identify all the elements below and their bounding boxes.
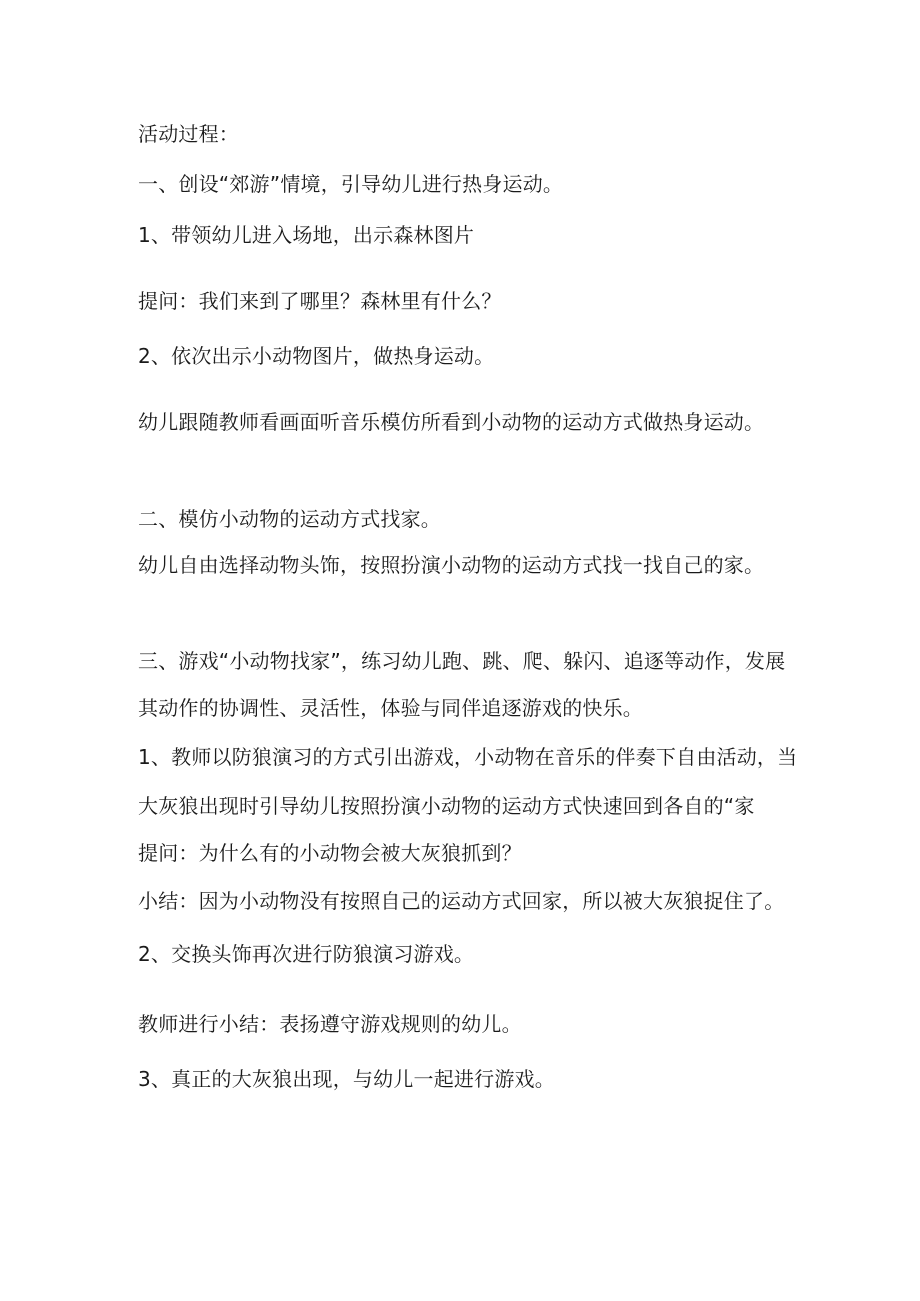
step-two-description: 幼儿自由选择动物头饰，按照扮演小动物的运动方式找一找自己的家。 <box>138 553 765 577</box>
step-one-item-1: 1、带领幼儿进入场地，出示森林图片 <box>138 223 475 247</box>
section-heading-process: 活动过程： <box>138 122 239 146</box>
step-three-summary: 小结：因为小动物没有按照自己的运动方式回家，所以被大灰狼捉住了。 <box>138 889 785 913</box>
step-one-description: 幼儿跟随教师看画面听音乐模仿所看到小动物的运动方式做热身运动。 <box>138 410 765 434</box>
step-three-item-2: 2、交换头饰再次进行防狼演习游戏。 <box>138 942 475 966</box>
step-three-item-3: 3、真正的大灰狼出现，与幼儿一起进行游戏。 <box>138 1067 555 1091</box>
step-three-item-1: 1、教师以防狼演习的方式引出游戏，小动物在音乐的伴奏下自由活动，当 <box>138 745 798 769</box>
step-one-item-2: 2、依次出示小动物图片，做热身运动。 <box>138 344 495 368</box>
step-three-heading-continued: 其动作的协调性、灵活性，体验与同伴追逐游戏的快乐。 <box>138 696 643 720</box>
step-three-question: 提问：为什么有的小动物会被大灰狼抓到？ <box>138 841 522 865</box>
step-three-heading: 三、游戏“小动物找家”，练习幼儿跑、跳、爬、躲闪、追逐等动作，发展 <box>138 649 786 673</box>
step-three-item-1-continued: 大灰狼出现时引导幼儿按照扮演小动物的运动方式快速回到各自的“家 <box>138 794 755 818</box>
step-one-question: 提问：我们来到了哪里？森林里有什么？ <box>138 289 502 313</box>
step-two-heading: 二、模仿小动物的运动方式找家。 <box>138 507 441 531</box>
teacher-summary: 教师进行小结：表扬遵守游戏规则的幼儿。 <box>138 1012 522 1036</box>
step-one-heading: 一、创设“郊游”情境，引导幼儿进行热身运动。 <box>138 172 564 196</box>
